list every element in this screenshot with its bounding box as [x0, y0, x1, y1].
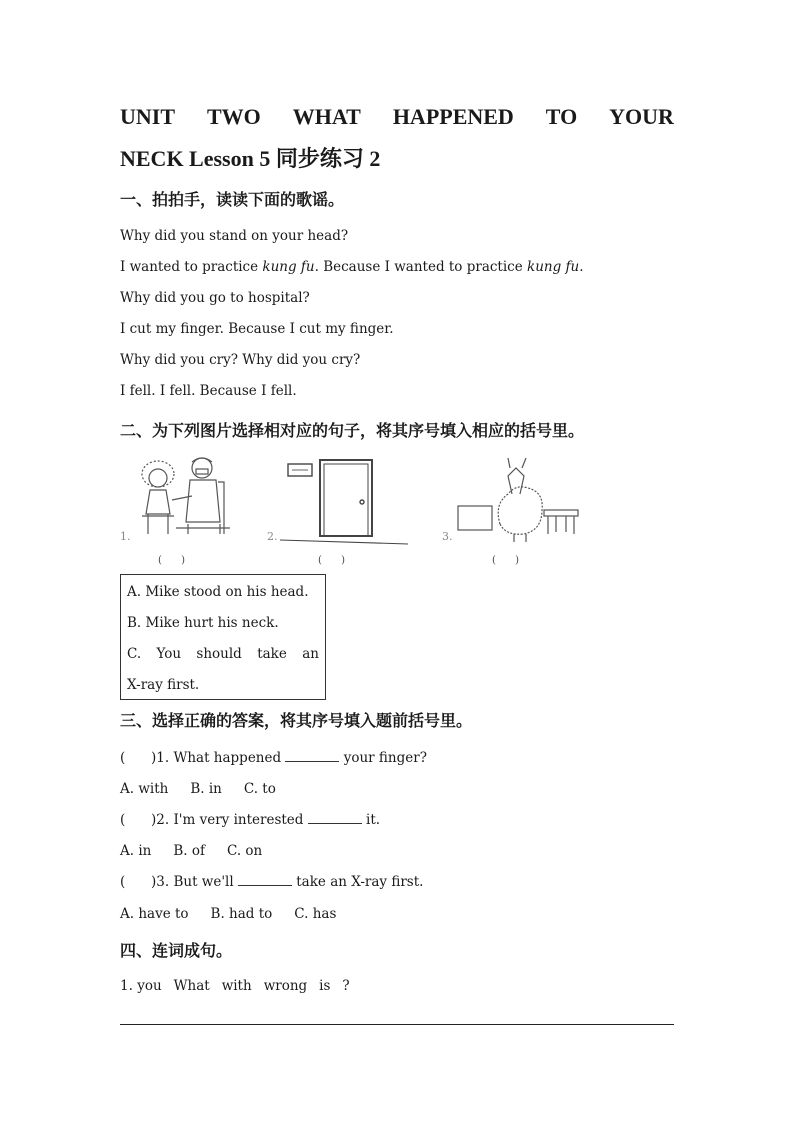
rhyme-line-1: Why did you stand on your head?	[120, 228, 349, 244]
answer-blank[interactable]	[285, 749, 339, 762]
answer-line[interactable]	[120, 1024, 674, 1025]
section-1-heading: 一、拍拍手，读读下面的歌谣。	[120, 190, 345, 209]
section-3-heading: 三、选择正确的答案，将其序号填入题前括号里。	[120, 711, 473, 730]
picture-1-paren: ( )	[158, 555, 193, 566]
question-3: ( )3. But we'll take an X-ray first.	[120, 874, 424, 890]
question-1: ( )1. What happened your finger?	[120, 750, 427, 766]
option-c-line-1: C. You should take an	[127, 646, 319, 662]
picture-3-paren: ( )	[492, 555, 527, 566]
title-line-1	[120, 96, 674, 138]
title-word: YOUR	[609, 104, 674, 129]
question-2: ( )2. I'm very interested it.	[120, 812, 381, 828]
answer-paren[interactable]: ( )	[120, 874, 157, 890]
answer-paren[interactable]: ( )	[120, 750, 157, 766]
option-c-line-2: X-ray first.	[127, 677, 200, 693]
answer-blank[interactable]	[238, 873, 292, 886]
section-2-heading: 二、为下列图片选择相对应的句子，将其序号填入相应的括号里。	[120, 421, 585, 440]
picture-2-paren: ( )	[318, 555, 353, 566]
title-word: HAPPENED	[392, 104, 514, 129]
title-line-2: NECK Lesson 5 同步练习 2	[120, 146, 381, 171]
rhyme-line-4: I cut my finger. Because I cut my finger.	[120, 321, 394, 337]
question-3-choices: A. have to B. had to C. has	[120, 906, 337, 922]
doctor-patient-icon	[128, 452, 232, 544]
rhyme-line-2: I wanted to practice kung fu. Because I wanted to practice kung fu.	[120, 259, 584, 275]
option-a: A. Mike stood on his head.	[127, 584, 309, 600]
rhyme-line-6: I fell. I fell. Because I fell.	[120, 383, 297, 399]
headstand-icon	[454, 454, 584, 546]
rhyme-line-3: Why did you go to hospital?	[120, 290, 310, 306]
answer-paren[interactable]: ( )	[120, 812, 157, 828]
question-2-choices: A. in B. of C. on	[120, 843, 263, 859]
picture-1-number: 1.	[120, 530, 131, 543]
title-word: WHAT	[292, 104, 361, 129]
options-box	[120, 574, 326, 700]
section-4-heading: 四、连词成句。	[120, 941, 233, 960]
option-b: B. Mike hurt his neck.	[127, 615, 279, 631]
title-word: TO	[545, 104, 578, 129]
word-order-item-1: 1. you What with wrong is ?	[120, 978, 350, 994]
title-word: TWO	[207, 104, 261, 129]
rhyme-line-5: Why did you cry? Why did you cry?	[120, 352, 361, 368]
question-1-choices: A. with B. in C. to	[120, 781, 276, 797]
door-icon	[278, 454, 410, 546]
picture-2-number: 2.	[267, 530, 278, 543]
title-word: UNIT	[120, 104, 176, 129]
answer-blank[interactable]	[308, 811, 362, 824]
picture-3-number: 3.	[442, 530, 453, 543]
